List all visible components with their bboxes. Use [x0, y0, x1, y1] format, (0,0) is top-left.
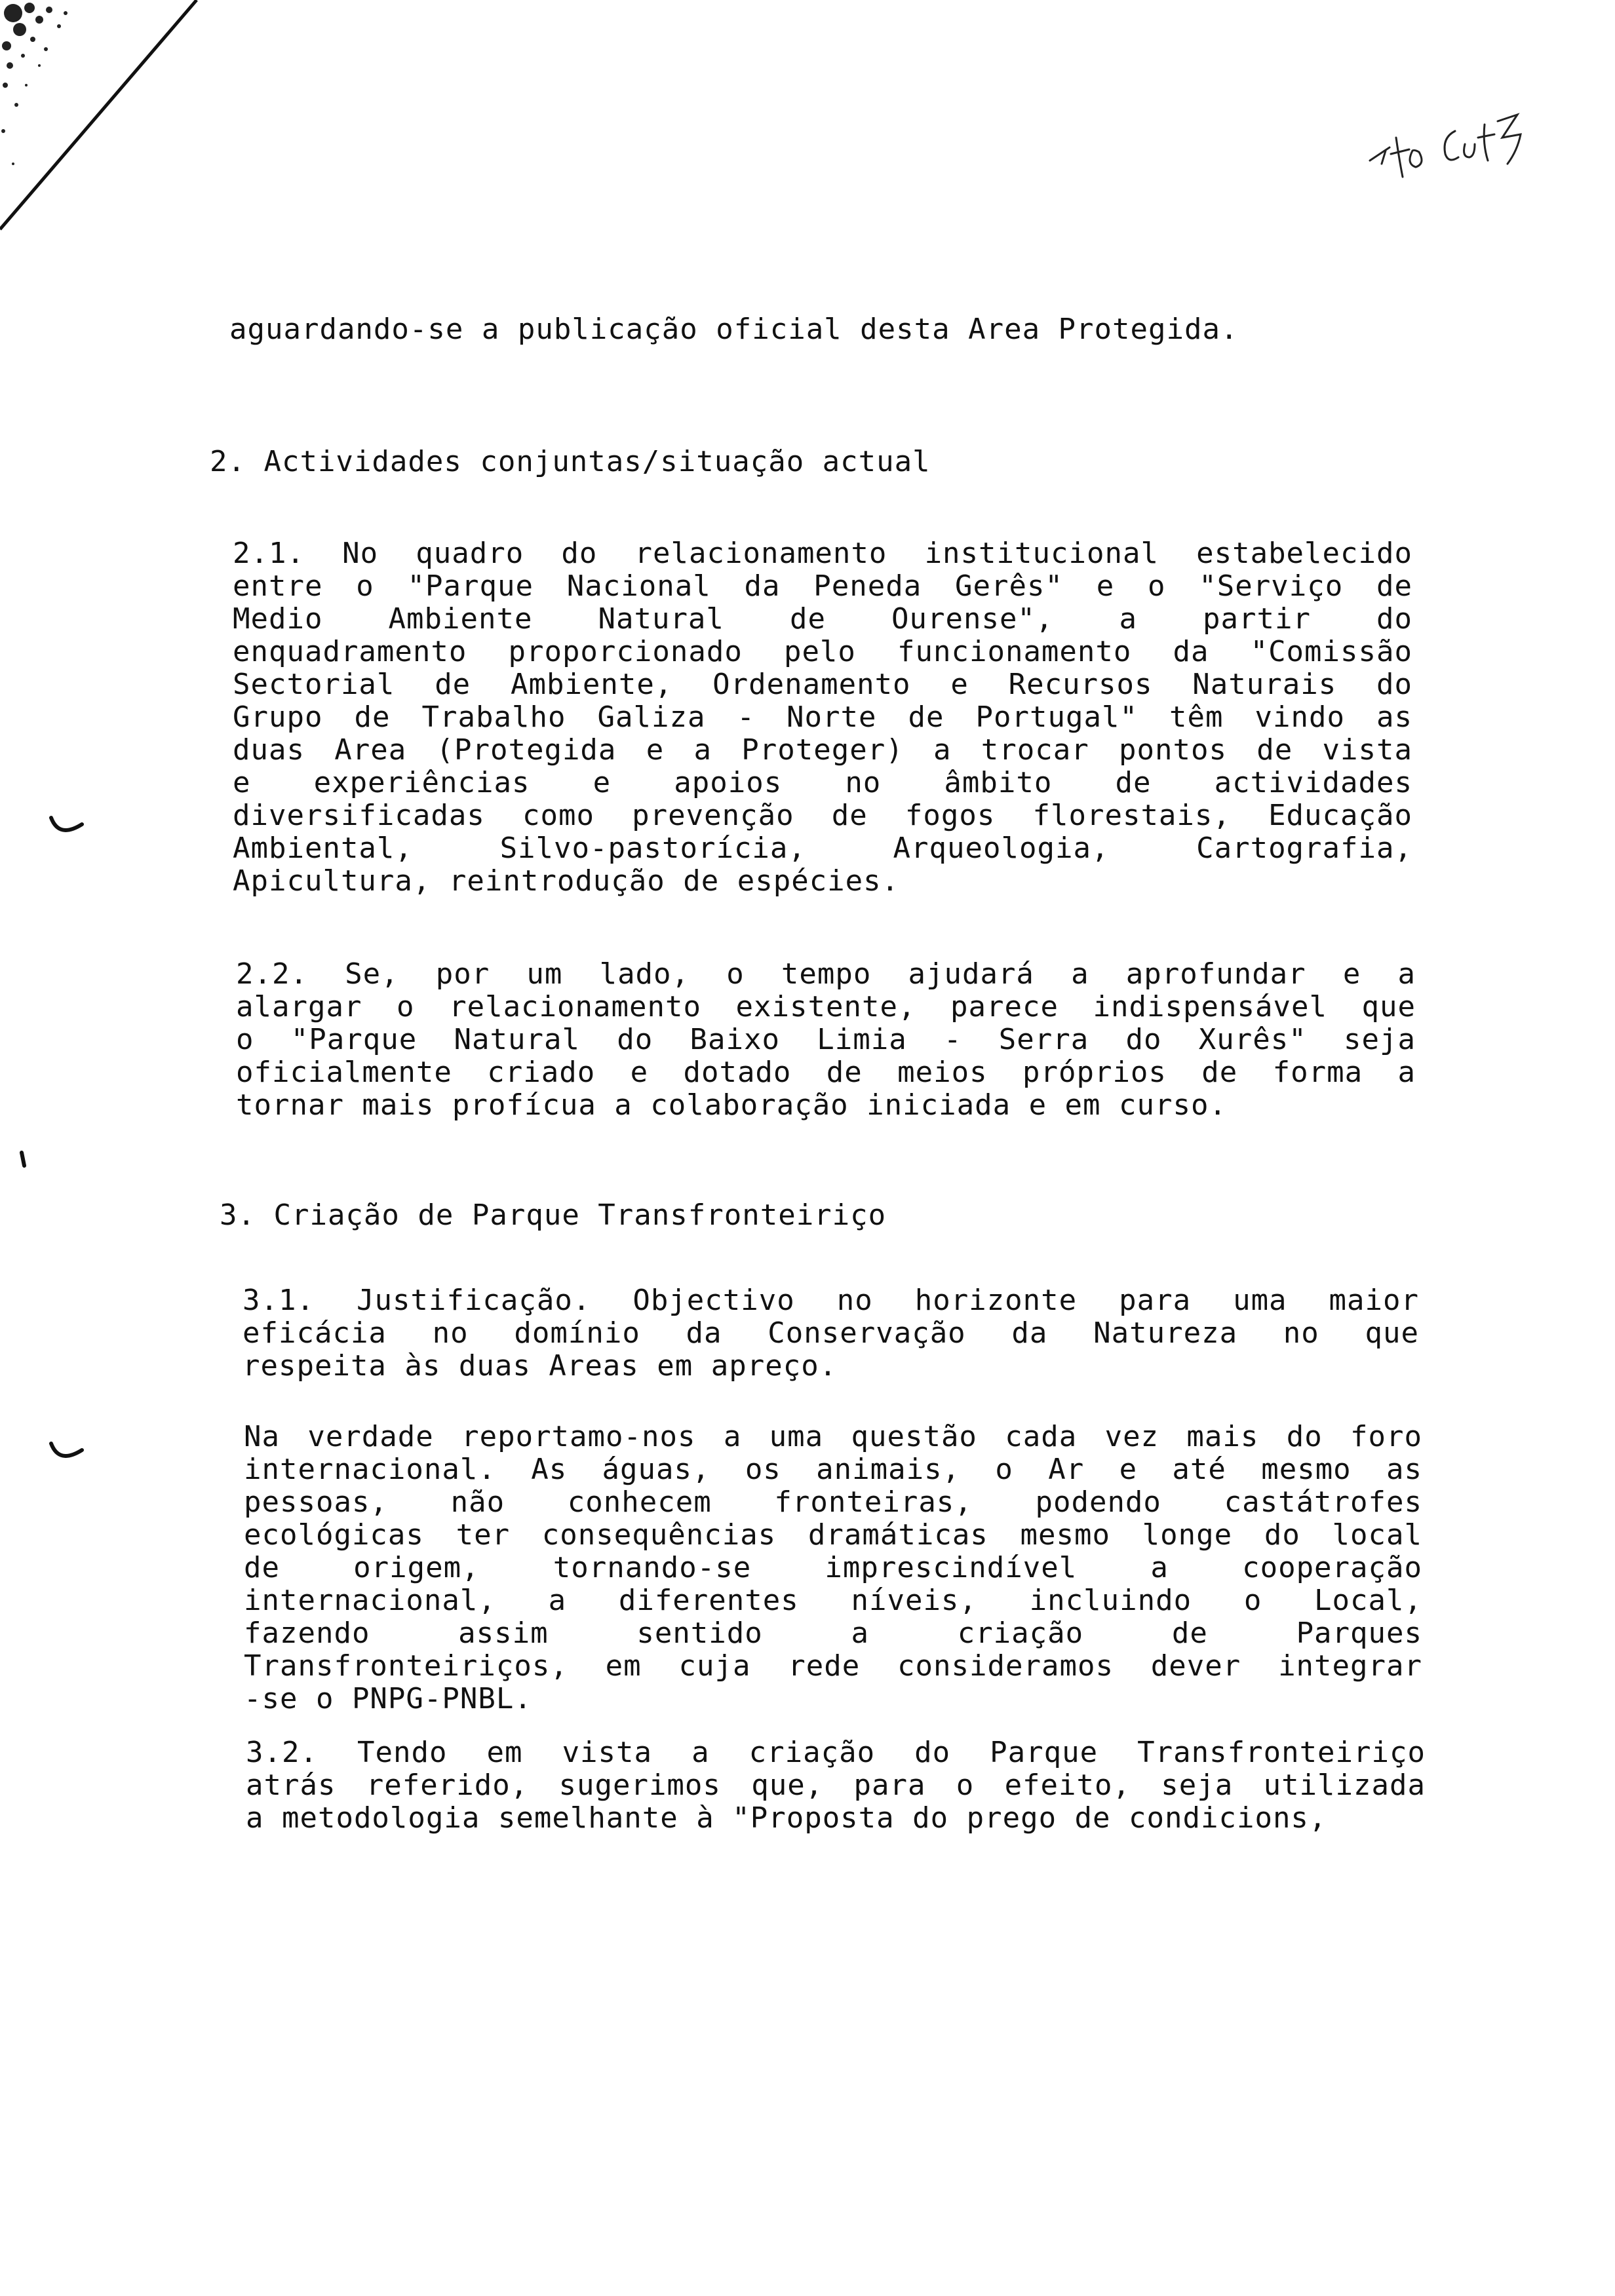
- text-line: e experiências e apoios no âmbito de actividades: [233, 766, 1412, 799]
- text-line: ecológicas ter consequências dramáticas mesmo longe do local: [244, 1518, 1422, 1552]
- text-line: de origem, tornando-se imprescindível a cooperação: [244, 1551, 1422, 1584]
- intro-line: [229, 313, 1238, 346]
- text-line: enquadramento proporcionado pelo funcionamento da "Comissão: [233, 635, 1412, 668]
- text-line: alargar o relacionamento existente, parece indispensável que: [236, 990, 1416, 1024]
- text-line: o "Parque Natural do Baixo Limia - Serra do Xurês" seja: [236, 1023, 1416, 1056]
- text-line: Medio Ambiente Natural de Ourense", a partir do: [233, 602, 1412, 636]
- section-heading-2: 2. Actividades conjuntas/situação actual: [210, 445, 931, 478]
- paragraph-2-2: [236, 958, 1416, 1122]
- text-line: duas Area (Protegida e a Proteger) a trocar pontos de vista: [233, 733, 1412, 767]
- text-line: aguardando-se a publicação oficial desta Area Protegida.: [229, 313, 1239, 346]
- text-line: eficácia no domínio da Conservação da Natureza no que: [243, 1316, 1419, 1350]
- text-line: tornar mais profícua a colaboração iniciada e em curso.: [236, 1088, 1227, 1122]
- text-line: 2.1. No quadro do relacionamento institucional estabelecido: [233, 537, 1412, 570]
- text-line: diversificadas como prevenção de fogos florestais, Educação: [233, 799, 1412, 832]
- text-line: entre o "Parque Nacional da Peneda Gerês" e o "Serviço de: [233, 569, 1412, 603]
- paragraph-3-1-continued: [244, 1421, 1422, 1715]
- paragraph-3-1: [243, 1284, 1419, 1383]
- text-line: Sectorial de Ambiente, Ordenamento e Recursos Naturais do: [233, 668, 1412, 701]
- text-line: fazendo assim sentido a criação de Parques: [244, 1617, 1422, 1650]
- text-line: Na verdade reportamo-nos a uma questão cada vez mais do foro: [244, 1420, 1422, 1453]
- text-line: 3.2. Tendo em vista a criação do Parque Transfronteiriço: [246, 1736, 1426, 1769]
- handwritten-note: [1363, 98, 1534, 197]
- text-line: a metodologia semelhante à "Proposta do prego de condicions,: [246, 1801, 1327, 1835]
- text-line: pessoas, não conhecem fronteiras, podendo castátrofes: [244, 1485, 1422, 1519]
- margin-mark: [46, 1438, 92, 1471]
- text-line: Apicultura, reintrodução de espécies.: [233, 864, 900, 898]
- text-line: oficialmente criado e dotado de meios próprios de forma a: [236, 1056, 1416, 1089]
- text-line: internacional, a diferentes níveis, incluindo o Local,: [244, 1584, 1422, 1617]
- text-line: -se o PNPG-PNBL.: [244, 1682, 532, 1715]
- text-line: Transfronteiriços, em cuja rede consideramos dever integrar: [244, 1649, 1422, 1683]
- margin-mark: [16, 1150, 29, 1170]
- scan-corner-artifact: [0, 0, 236, 236]
- margin-mark: [46, 813, 92, 845]
- text-line: 2.2. Se, por um lado, o tempo ajudará a aprofundar e a: [236, 957, 1416, 991]
- text-line: atrás referido, sugerimos que, para o efeito, seja utilizada: [246, 1769, 1426, 1802]
- paragraph-3-2: [246, 1736, 1426, 1835]
- section-heading-3: 3. Criação de Parque Transfronteiriço: [220, 1198, 887, 1232]
- text-line: 3.1. Justificação. Objectivo no horizonte para uma maior: [243, 1284, 1419, 1317]
- paragraph-2-1: [233, 537, 1412, 898]
- text-line: respeita às duas Areas em apreço.: [243, 1349, 838, 1383]
- text-line: Ambiental, Silvo-pastorícia, Arqueologia, Cartografia,: [233, 832, 1412, 865]
- text-line: Grupo de Trabalho Galiza - Norte de Portugal" têm vindo as: [233, 700, 1412, 734]
- text-line: internacional. As águas, os animais, o Ar e até mesmo as: [244, 1453, 1422, 1486]
